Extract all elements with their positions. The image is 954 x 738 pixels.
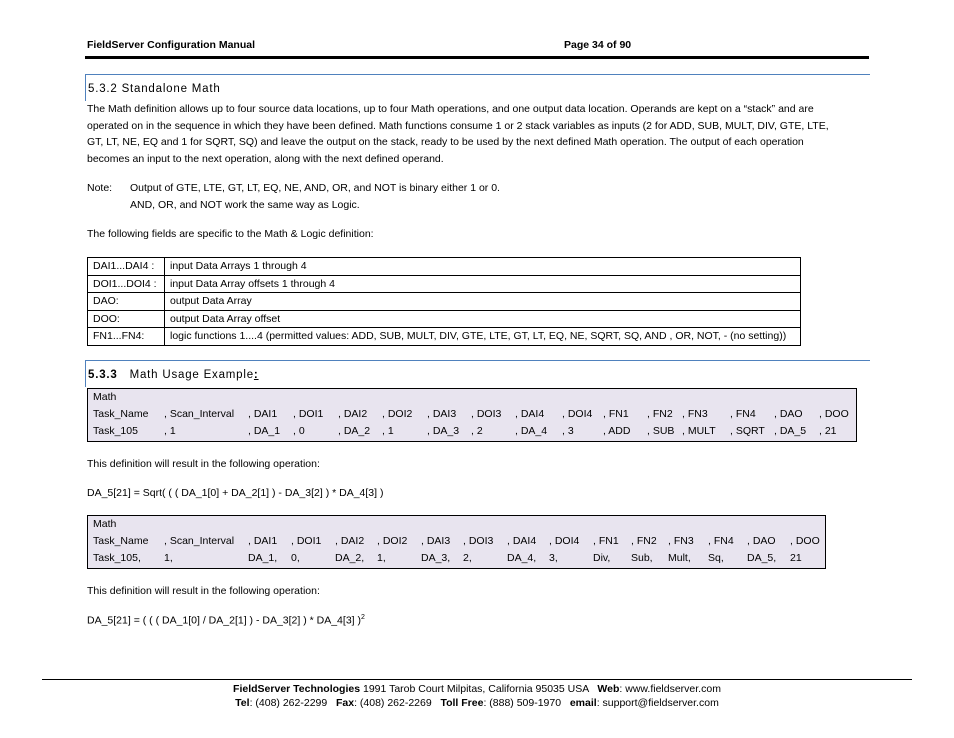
field-desc: logic functions 1....4 (permitted values: ADD, SUB, MULT, DIV, GTE, LTE, GT, LT, EQ, NE, SQRT, SQ, AND , OR, NOT, - (no setting)) <box>165 328 801 346</box>
footer-fax-label: Fax <box>335 697 355 709</box>
example-header-cell: , DAI1 <box>248 408 278 420</box>
field-desc: input Data Arrays 1 through 4 <box>165 258 801 276</box>
example-value-cell: 1, <box>164 552 173 564</box>
example-header-cell: , DOI4 <box>562 408 593 420</box>
example-value-cell: DA_2, <box>335 552 365 564</box>
section-heading-standalone-math <box>85 74 870 101</box>
example-value-cell: Task_105, <box>93 552 141 564</box>
example-1-box <box>87 388 857 442</box>
example-value-cell: 21 <box>790 552 802 564</box>
footer-tel-label: Tel <box>235 697 250 709</box>
footer-email-label: email <box>569 697 597 709</box>
example-header-cell: , DOI3 <box>463 535 494 547</box>
note-label: Note: <box>87 182 113 194</box>
example-value-cell: , 0 <box>293 425 305 437</box>
field-desc: output Data Array offset <box>165 310 801 328</box>
table-row <box>88 293 801 311</box>
example-value-cell: , MULT <box>682 425 716 437</box>
example-header-cell: , DOI1 <box>293 408 324 420</box>
example-value-cell: DA_1, <box>248 552 278 564</box>
result-1-formula: DA_5[21] = Sqrt( ( ( DA_1[0] + DA_2[1] ) - DA_3[2] ) * DA_4[3] ) <box>87 487 384 499</box>
example-header-cell: Task_Name <box>93 408 149 420</box>
footer-tel: : (408) 262-2299 <box>249 697 336 709</box>
footer-tollfree: : (888) 509-1970 <box>483 697 570 709</box>
result-1-intro: This definition will result in the following operation: <box>87 458 320 470</box>
footer-tollfree-label: Toll Free <box>440 697 484 709</box>
example-2-title: Math <box>93 518 117 530</box>
section-text: Math Usage Example <box>129 369 254 381</box>
fields-intro: The following fields are specific to the Math & Logic definition: <box>87 228 374 240</box>
footer-company: FieldServer Technologies <box>233 683 361 695</box>
example-value-cell: , DA_4 <box>515 425 548 437</box>
result-2-intro: This definition will result in the following operation: <box>87 585 320 597</box>
field-key: DOI1...DOI4 : <box>88 275 165 293</box>
footer-email[interactable]: : support@fieldserver.com <box>596 697 719 709</box>
example-header-cell: , FN2 <box>647 408 673 420</box>
fields-table <box>87 257 801 346</box>
example-value-cell: DA_4, <box>507 552 537 564</box>
example-header-cell: , DOO <box>819 408 849 420</box>
example-header-cell: , FN4 <box>730 408 756 420</box>
field-key: DAI1...DAI4 : <box>88 258 165 276</box>
example-value-cell: 2, <box>463 552 472 564</box>
example-header-cell: , Scan_Interval <box>164 408 235 420</box>
field-desc: input Data Array offsets 1 through 4 <box>165 275 801 293</box>
example-header-cell: , DAO <box>774 408 803 420</box>
example-value-cell: , SQRT <box>730 425 765 437</box>
example-header-cell: , DOO <box>790 535 820 547</box>
footer-fax: : (408) 262-2269 <box>354 697 441 709</box>
example-header-cell: , DAI1 <box>248 535 278 547</box>
example-value-cell: , DA_1 <box>248 425 281 437</box>
example-value-cell: Div, <box>593 552 611 564</box>
page-number: Page 34 of 90 <box>564 39 632 51</box>
example-value-cell: DA_5, <box>747 552 777 564</box>
example-header-cell: Task_Name <box>93 535 149 547</box>
result-2-formula <box>87 614 365 627</box>
footer-rule <box>42 679 912 680</box>
section-heading-math-usage <box>85 360 870 387</box>
example-value-cell: Sq, <box>708 552 724 564</box>
section-number: 5.3.3 <box>88 369 118 381</box>
example-value-cell: DA_3, <box>421 552 451 564</box>
formula-exponent: 2 <box>361 614 365 621</box>
example-header-cell: , FN4 <box>708 535 734 547</box>
field-key: DAO: <box>88 293 165 311</box>
field-desc: output Data Array <box>165 293 801 311</box>
example-value-cell: , DA_5 <box>774 425 807 437</box>
example-header-cell: , DAI3 <box>421 535 451 547</box>
example-2-box <box>87 515 826 569</box>
example-header-cell: , FN3 <box>682 408 708 420</box>
table-row <box>88 275 801 293</box>
example-value-cell: , 21 <box>819 425 837 437</box>
note-line-1: Output of GTE, LTE, GT, LT, EQ, NE, AND, OR, and NOT is binary either 1 or 0. <box>130 182 500 194</box>
intro-line: The Math definition allows up to four source data locations, up to four Math operations, and one output data location. Operands are kept on a “stack” and are <box>87 103 814 115</box>
table-row <box>88 328 801 346</box>
footer-line-2 <box>0 697 954 709</box>
table-row <box>88 310 801 328</box>
example-value-cell: , DA_3 <box>427 425 460 437</box>
example-header-cell: , DOI4 <box>549 535 580 547</box>
footer-address: 1991 Tarob Court Milpitas, California 95035 USA <box>360 683 598 695</box>
example-1-title: Math <box>93 391 117 403</box>
intro-line: becomes an input to the next operation, along with the next defined operand. <box>87 153 444 166</box>
example-header-cell: , FN3 <box>668 535 694 547</box>
intro-line: GT, LT, NE, EQ and 1 for SQRT, SQ) and leave the output on the stack, ready to be used by the next defined Math operation. The output of each operation <box>87 136 804 149</box>
example-header-cell: , FN1 <box>593 535 619 547</box>
example-value-cell: Task_105 <box>93 425 138 437</box>
example-header-cell: , DAI2 <box>338 408 368 420</box>
example-value-cell: , ADD <box>603 425 631 437</box>
intro-line: operated on in the sequence in which they have been defined. Math functions consume 1 or 2 stack variables as inputs (2 for ADD, SUB, MULT, DIV, GTE, LTE, <box>87 119 829 132</box>
example-header-cell: , DOI1 <box>291 535 322 547</box>
intro-paragraph <box>87 101 868 168</box>
example-value-cell: , 2 <box>471 425 483 437</box>
example-value-cell: , 3 <box>562 425 574 437</box>
example-header-cell: , DAO <box>747 535 776 547</box>
note-line-2: AND, OR, and NOT work the same way as Logic. <box>130 199 360 211</box>
section-title: 5.3.2 Standalone Math <box>88 83 221 95</box>
example-header-cell: , DOI2 <box>382 408 413 420</box>
example-header-cell: , FN2 <box>631 535 657 547</box>
example-value-cell: , SUB <box>647 425 675 437</box>
example-value-cell: , 1 <box>382 425 394 437</box>
table-row <box>88 258 801 276</box>
footer-line-1 <box>0 683 954 695</box>
example-value-cell: 1, <box>377 552 386 564</box>
example-header-cell: , DOI3 <box>471 408 502 420</box>
example-value-cell: 3, <box>549 552 558 564</box>
section-colon: : <box>253 369 259 381</box>
example-value-cell: Mult, <box>668 552 691 564</box>
example-header-cell: , DAI3 <box>427 408 457 420</box>
example-header-cell: , DAI2 <box>335 535 365 547</box>
example-value-cell: Sub, <box>631 552 653 564</box>
field-key: FN1...FN4: <box>88 328 165 346</box>
example-header-cell: , FN1 <box>603 408 629 420</box>
section-title <box>88 369 259 381</box>
example-value-cell: , DA_2 <box>338 425 371 437</box>
header-rule <box>85 56 869 59</box>
field-key: DOO: <box>88 310 165 328</box>
manual-title: FieldServer Configuration Manual <box>87 39 256 51</box>
formula-text: DA_5[21] = ( ( ( DA_1[0] / DA_2[1] ) - DA_3[2] ) * DA_4[3] ) <box>87 614 361 627</box>
example-value-cell: 0, <box>291 552 300 564</box>
example-value-cell: , 1 <box>164 425 176 437</box>
example-header-cell: , DAI4 <box>515 408 545 420</box>
footer-web-label: Web <box>597 683 620 695</box>
example-header-cell: , DOI2 <box>377 535 408 547</box>
example-header-cell: , DAI4 <box>507 535 537 547</box>
example-header-cell: , Scan_Interval <box>164 535 235 547</box>
footer-web[interactable]: : www.fieldserver.com <box>619 683 721 695</box>
